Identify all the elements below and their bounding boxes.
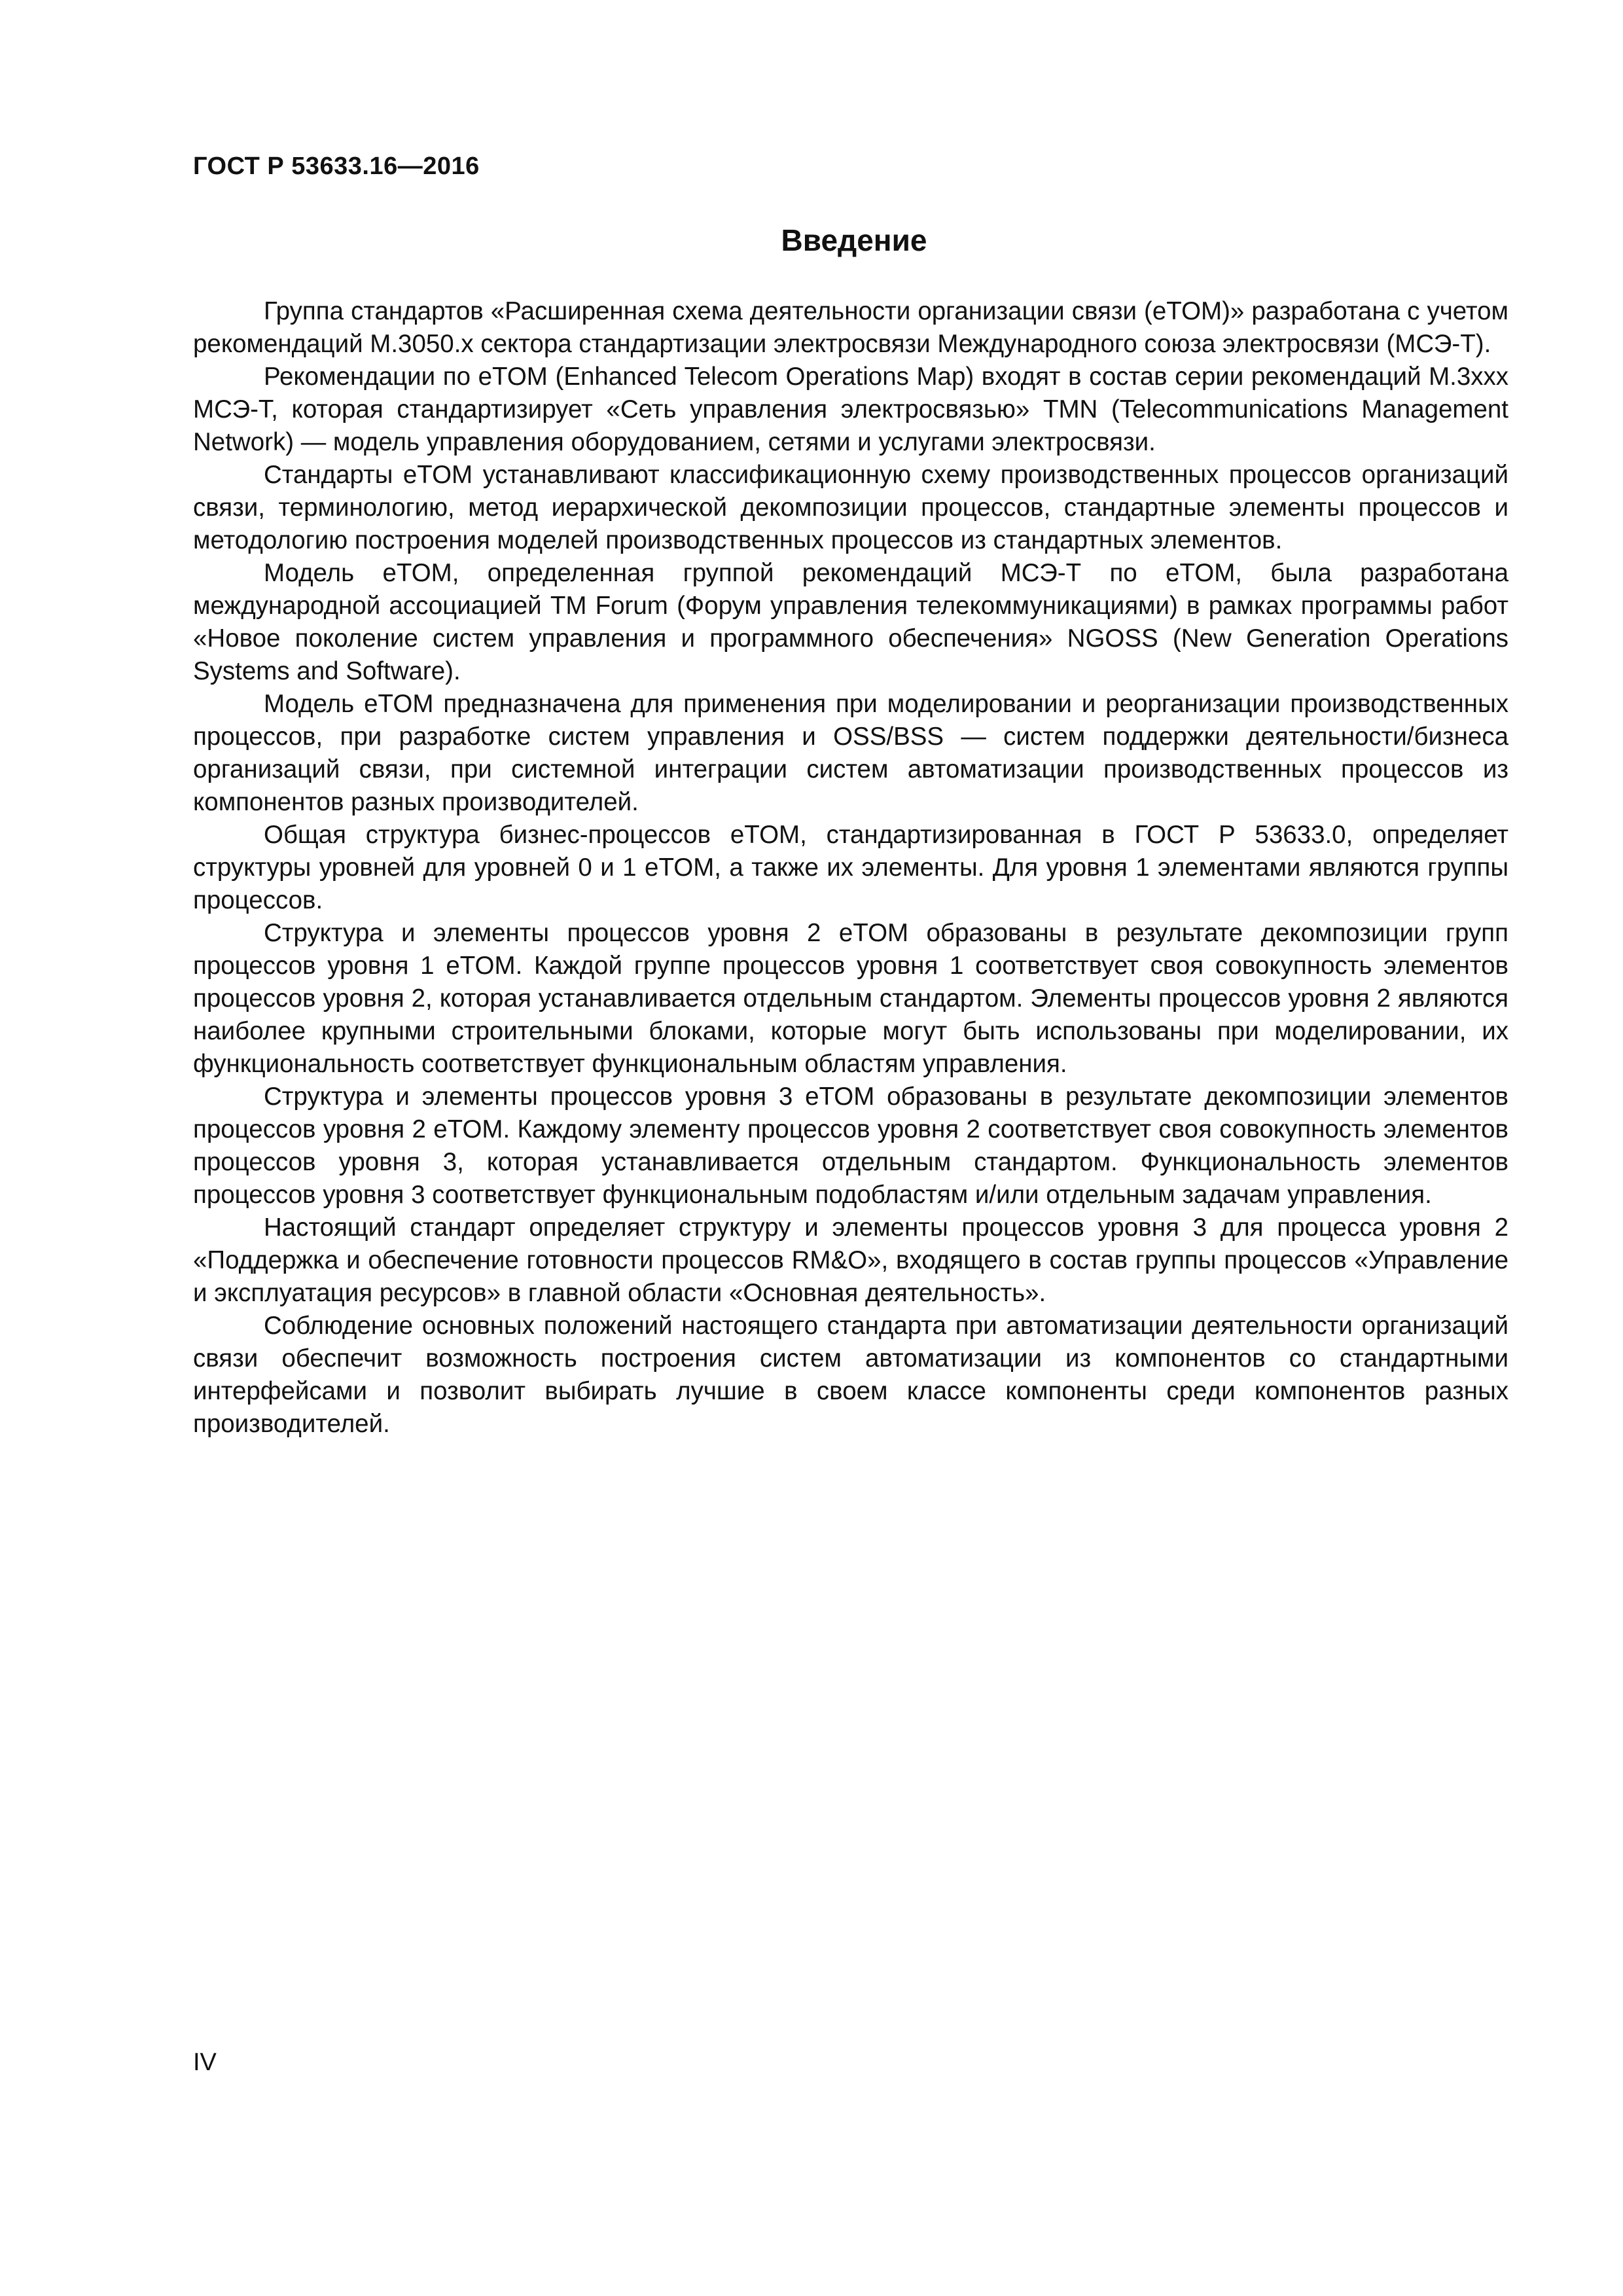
paragraph: Общая структура бизнес-процессов eTOM, стандартизированная в ГОСТ Р 53633.0, определяет структуры уровней для уровней 0 и 1 eTOM, а также их элементы. Для уровня 1 элементами являются группы процессов. — [193, 821, 1508, 914]
paragraph: Модель eTOM, определенная группой рекомендаций МСЭ-Т по eTOM, была разработана международной ассоциацией TM Forum (Форум управления телекоммуникациями) в рамках программы работ «Новое поколение систем управления и программного обеспечения» NGOSS (New Generation Operations Systems and Software). — [193, 559, 1508, 685]
paragraph: Структура и элементы процессов уровня 2 eTOM образованы в результате декомпозиции групп процессов уровня 1 eTOM. Каждой группе процессов уровня 1 соответствует своя совокупность элементов процессов уровня 2, которая устанавливается отдельным стандартом. Элементы процессов уровня 2 являются наиболее крупными строительными блоками, которые могут быть использованы при моделировании, их функциональность соответствует функциональным областям управления. — [193, 919, 1508, 1078]
paragraph: Структура и элементы процессов уровня 3 eTOM образованы в результате декомпозиции элементов процессов уровня 2 eTOM. Каждому элементу процессов уровня 2 соответствует своя совокупность элементов процессов уровня 3, которая устанавливается отдельным стандартом. Функциональность элементов процессов уровня 3 соответствует функциональным подобластям и/или отдельным задачам управления. — [193, 1083, 1508, 1209]
paragraph: Модель eTOM предназначена для применения при моделировании и реорганизации производственных процессов, при разработке систем управления и OSS/BSS — систем поддержки деятельности/бизнеса организаций связи, при системной интеграции систем автоматизации производственных процессов из компонентов разных производителей. — [193, 690, 1508, 816]
paragraph: Рекомендации по eTOM (Enhanced Telecom Operations Map) входят в состав серии рекомендаций М.3xxx МСЭ-Т, которая стандартизирует «Сеть управления электросвязью» TMN (Telecommunications Management Network) — модель управления оборудованием, сетями и услугами электросвязи. — [193, 363, 1508, 456]
paragraph: Группа стандартов «Расширенная схема деятельности организации связи (eTOM)» разработана с учетом рекомендаций М.3050.х сектора стандартизации электросвязи Международного союза электросвязи (МСЭ-Т). — [193, 297, 1508, 358]
paragraph: Стандарты eTOM устанавливают классификационную схему производственных процессов организаций связи, терминологию, метод иерархической декомпозиции процессов, стандартные элементы процессов и методологию построения моделей производственных процессов из стандартных элементов. — [193, 461, 1508, 554]
standard-designation: ГОСТ Р 53633.16—2016 — [193, 152, 480, 180]
section-title: Введение — [781, 223, 927, 257]
paragraph: Соблюдение основных положений настоящего стандарта при автоматизации деятельности организаций связи обеспечит возможность построения систем автоматизации из компонентов со стандартными интерфейсами и позволит выбирать лучшие в своем классе компоненты среди компонентов разных производителей. — [193, 1312, 1508, 1438]
page-number: IV — [193, 2049, 217, 2076]
introduction-body — [193, 295, 1508, 1441]
paragraph: Настоящий стандарт определяет структуру и элементы процессов уровня 3 для процесса уровня 2 «Поддержка и обеспечение готовности процессов RM&O», входящего в состав группы процессов «Управление и эксплуатация ресурсов» в главной области «Основная деятельность». — [193, 1213, 1508, 1307]
